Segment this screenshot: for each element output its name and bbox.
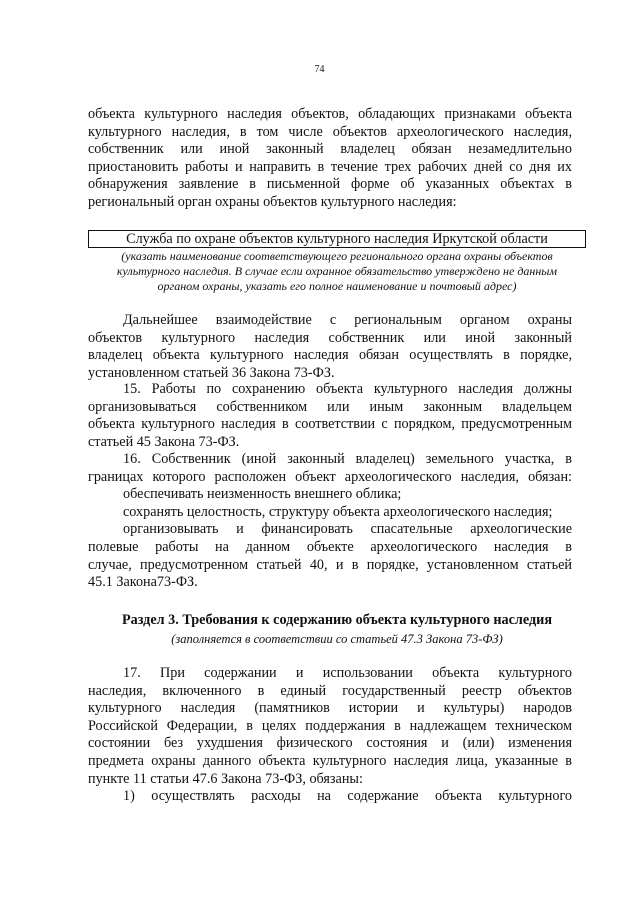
intro-paragraph: [88, 106, 572, 212]
text-line: культурного наследия (памятников истории и культуры) народов: [88, 700, 572, 717]
text-line: обнаружения заявление в письменной форме об указанных объектах в: [88, 176, 572, 193]
text-line: Дальнейшее взаимодействие с региональным органом охраны: [123, 312, 572, 328]
text-line: организовывать и финансировать спасательные археологические: [123, 521, 572, 538]
text-line: состоянии без ухудшения физического состояния и (или) изменения: [88, 735, 572, 752]
note-line: органом охраны, указать его полное наименование и почтовый адрес): [157, 279, 517, 293]
item-16: [88, 451, 572, 592]
text-line: 17. При содержании и использовании объекта культурного: [123, 665, 572, 681]
text-line: Российской Федерации, в целях поддержания в надлежащем техническом: [88, 717, 572, 734]
text-line: 15. Работы по сохранению объекта культурного наследия должны: [123, 381, 572, 397]
organ-note: [88, 249, 586, 294]
text-line: обеспечивать неизменность внешнего облика;: [123, 486, 402, 503]
section-3-title: Раздел 3. Требования к содержанию объекта культурного наследия: [121, 612, 553, 628]
item-17: [88, 665, 572, 806]
organ-name-field: Служба по охране объектов культурного наследия Иркутской области: [88, 230, 586, 248]
item-15: [88, 381, 572, 451]
text-line: объекта культурного наследия объектов, обладающих признаками объекта: [88, 106, 572, 122]
text-line: предмета охраны данного объекта культурного наследия лица, указанные в: [88, 752, 572, 769]
text-line: границах которого расположен объект археологического наследия, обязан:: [88, 468, 572, 485]
text-line: объекта культурного наследия в соответствии с порядком, предусмотренным: [88, 416, 572, 433]
page-number: 74: [314, 64, 325, 75]
interaction-paragraph: [88, 312, 572, 382]
text-line: сохранять целостность, структуру объекта археологического наследия;: [123, 503, 553, 520]
text-line: 16. Собственник (иной законный владелец) земельного участка, в: [123, 451, 572, 467]
text-line: пункте 11 статьи 47.6 Закона 73-ФЗ, обязаны:: [88, 770, 363, 787]
text-line: статьей 45 Закона 73-ФЗ.: [88, 433, 240, 450]
text-line: установленном статьей 36 Закона 73-ФЗ.: [88, 364, 335, 381]
text-line: приостановить работы и направить в течение трех рабочих дней со дня их: [88, 158, 572, 175]
note-line: (указать наименование соответствующего регионального органа охраны объектов: [121, 249, 553, 263]
text-line: собственник или иной законный владелец обязан незамедлительно: [88, 141, 572, 158]
text-line: объектов культурного наследия собственник или иной законный: [88, 329, 572, 346]
text-line: 45.1 Закона73-ФЗ.: [88, 574, 198, 591]
section-3-subtitle: (заполняется в соответствии со статьей 47.3 Закона 73-ФЗ): [171, 632, 503, 646]
text-line: 1) осуществлять расходы на содержание объекта культурного: [123, 788, 572, 805]
text-line: владелец объекта культурного наследия обязан осуществлять в порядке,: [88, 347, 572, 364]
text-line: организовываться собственником или иным законным владельцем: [88, 398, 572, 415]
text-line: культурного наследия, в том числе объектов археологического наследия,: [88, 123, 572, 140]
text-line: региональный орган охраны объектов культурного наследия:: [88, 193, 457, 210]
note-line: культурного наследия. В случае если охранное обязательство утверждено не данным: [116, 264, 558, 278]
text-line: наследия, включенного в единый государственный реестр объектов: [88, 682, 572, 699]
text-line: случае, предусмотренном статьей 40, и в порядке, установленном статьей: [88, 556, 572, 573]
text-line: полевые работы на данном объекте археологического наследия в: [88, 538, 572, 555]
